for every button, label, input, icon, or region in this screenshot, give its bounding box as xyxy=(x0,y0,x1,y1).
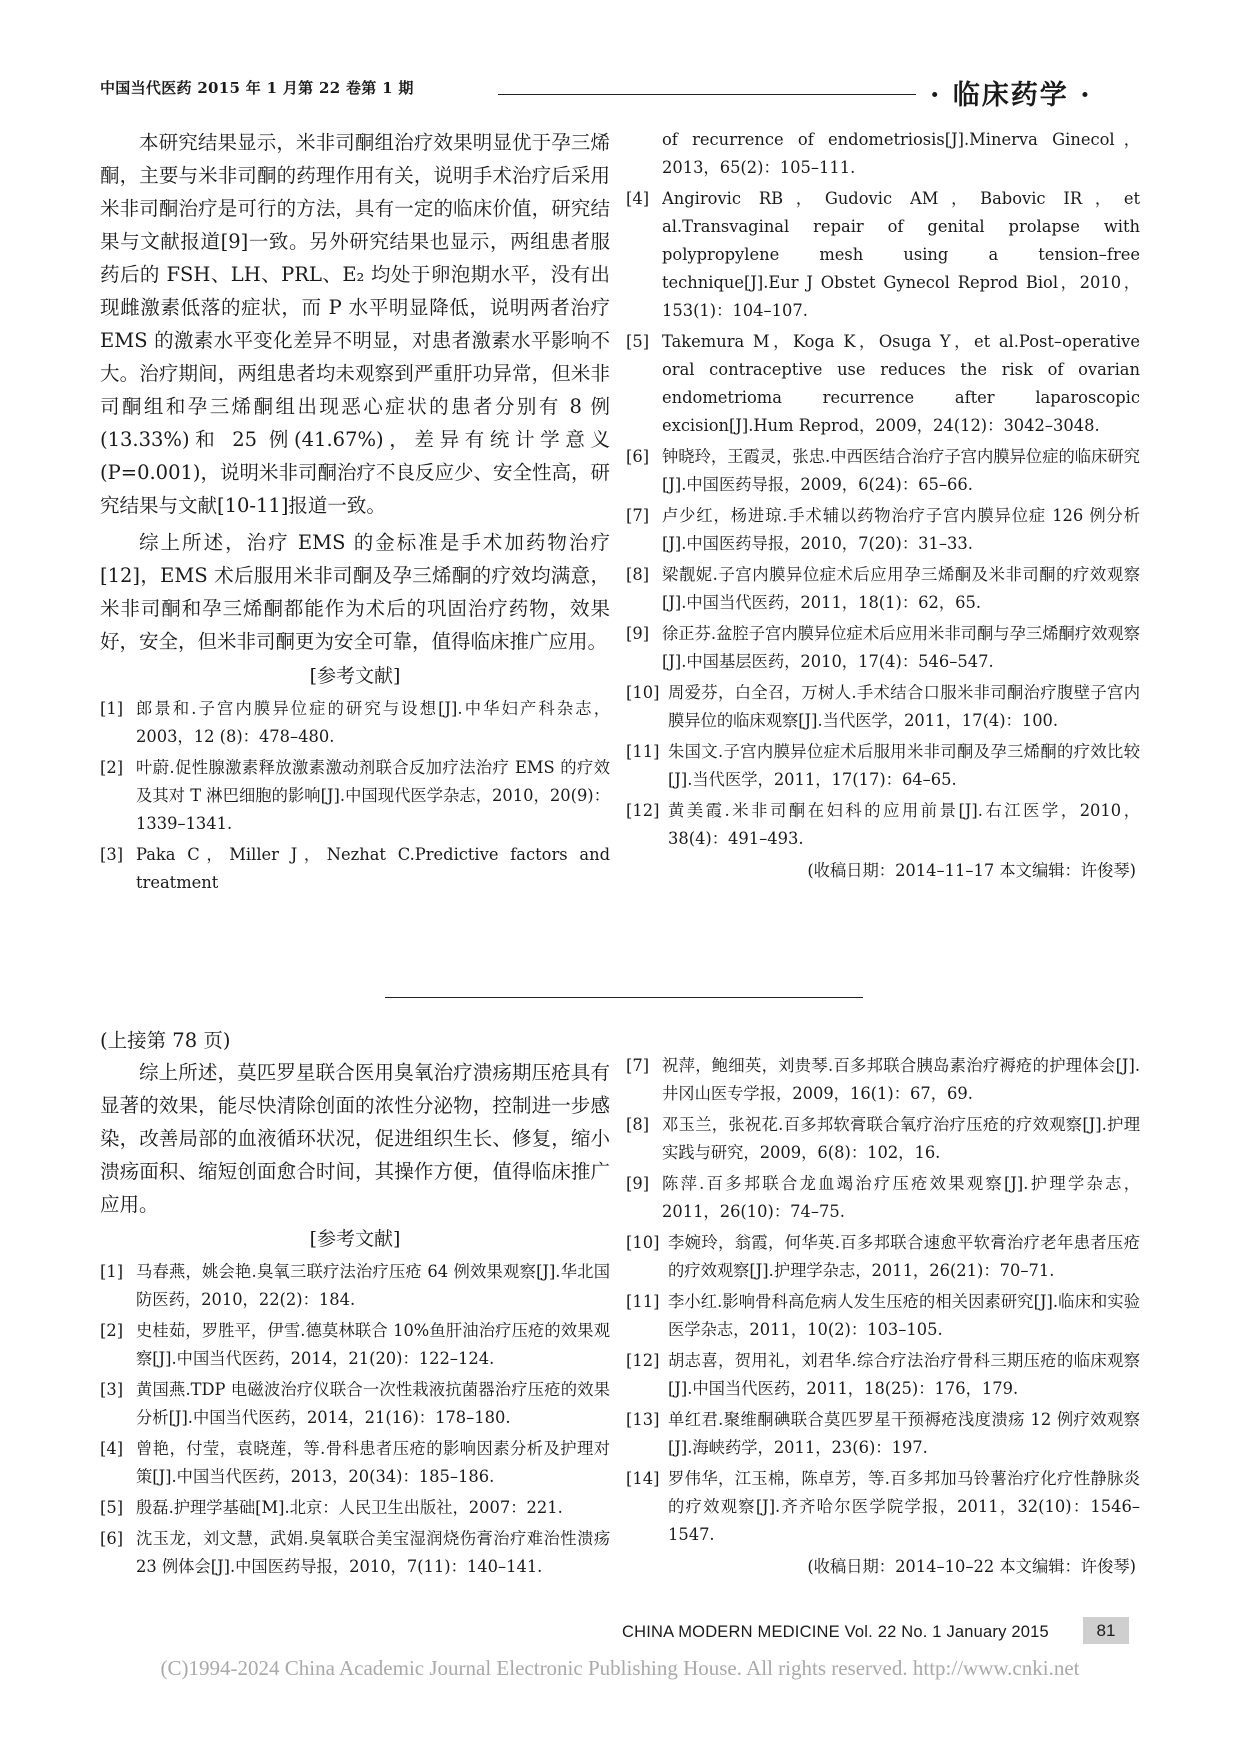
continued-from-note: (上接第 78 页) xyxy=(100,1029,231,1052)
article2-references-heading: [参考文献] xyxy=(309,1228,401,1250)
header-rule xyxy=(498,94,916,95)
article1-reference xyxy=(626,328,1140,440)
article1-reference xyxy=(626,738,1140,794)
reference-number: [10] xyxy=(626,1233,660,1252)
article2-reference xyxy=(100,1258,610,1314)
article2-reference xyxy=(626,1465,1140,1549)
article1-reference xyxy=(626,502,1140,558)
reference-text: 史桂茹，罗胜平，伊雪.德莫林联合 10%鱼肝油治疗压疮的效果观察[J].中国当代医药，2014，21(20)：122–124. xyxy=(136,1321,610,1368)
article2-reference xyxy=(100,1317,610,1373)
reference-number: [3] xyxy=(100,845,124,864)
article2-reference xyxy=(626,1111,1140,1167)
article1-reference xyxy=(626,185,1140,325)
article2-received-date: (收稿日期：2014–10–22 本文编辑：许俊琴) xyxy=(807,1557,1136,1576)
reference-number: [5] xyxy=(100,1498,124,1517)
reference-text: 曾艳，付莹，袁晓莲，等.骨科患者压疮的影响因素分析及护理对策[J].中国当代医药，2013，20(34)：185–186. xyxy=(136,1439,610,1486)
article1-paragraph-2: 综上所述，治疗 EMS 的金标准是手术加药物治疗[12]，EMS 术后服用米非司酮及孕三烯酮的疗效均满意，米非司酮和孕三烯酮都能作为术后的巩固治疗药物，效果好，安全，但米非司酮更为安全可靠，值得临床推广应用。 xyxy=(100,531,610,653)
footer-journal-info: CHINA MODERN MEDICINE Vol. 22 No. 1 January 2015 xyxy=(622,1623,1049,1641)
article2-reference xyxy=(100,1376,610,1432)
reference-text: 梁靓妮.子宫内膜异位症术后应用孕三烯酮及米非司酮的疗效观察[J].中国当代医药，2011，18(1)：62，65. xyxy=(662,565,1140,612)
article1-reference xyxy=(100,841,610,897)
reference-text: 祝萍，鲍细英，刘贵琴.百多邦联合胰岛素治疗褥疮的护理体会[J].井冈山医专学报，2009，16(1)：67，69. xyxy=(662,1056,1140,1103)
reference-number: [5] xyxy=(626,332,650,351)
reference-number: [12] xyxy=(626,801,660,820)
reference-text: 殷磊.护理学基础[M].北京：人民卫生出版社，2007：221. xyxy=(136,1498,563,1517)
article2-reference xyxy=(100,1494,610,1522)
reference-number: [8] xyxy=(626,1115,650,1134)
reference-number: [6] xyxy=(100,1529,124,1548)
reference-text: 陈萍.百多邦联合龙血竭治疗压疮效果观察[J].护理学杂志，2011，26(10)：74–75. xyxy=(662,1174,1140,1221)
article2-reference xyxy=(626,1229,1140,1285)
article1-reference xyxy=(100,695,610,751)
article1-paragraph-1: 本研究结果显示，米非司酮组治疗效果明显优于孕三烯酮，主要与米非司酮的药理作用有关，说明手术治疗后采用米非司酮治疗是可行的方法，具有一定的临床价值，研究结果与文献报道[9]一致。另外研究结果也显示，两组患者服药后的 FSH、LH、PRL、E₂ 均处于卵泡期水平，没有出现雌激素低落的症状，而 P 水平明显降低，说明两者治疗 EMS 的激素水平变化差异不明显，对患者激素水平影响不大。治疗期间，两组患者均未观察到严重肝功异常，但米非司酮组和孕三烯酮组出现恶心症状的患者分别有 8 例(13.33%)和 25 例(41.67%)，差异有统计学意义(P=0.001)，说明米非司酮治疗不良反应少、安全性高，研究结果与文献[10-11]报道一致。 xyxy=(100,131,610,517)
reference-number: [4] xyxy=(100,1439,124,1458)
reference-number: [2] xyxy=(100,1321,124,1340)
reference-number: [12] xyxy=(626,1351,660,1370)
reference-number: [10] xyxy=(626,683,660,702)
reference-text: 卢少红，杨进琼.手术辅以药物治疗子宫内膜异位症 126 例分析[J].中国医药导报，2010，7(20)：31–33. xyxy=(662,506,1140,553)
reference-number: [9] xyxy=(626,624,650,643)
reference-text: Paka C，Miller J，Nezhat C.Predictive factors and treatment xyxy=(136,845,610,892)
article2-reference xyxy=(100,1435,610,1491)
reference-text: 马春燕，姚会艳.臭氧三联疗法治疗压疮 64 例效果观察[J].华北国防医药，2010，22(2)：184. xyxy=(136,1262,610,1309)
reference-number: [11] xyxy=(626,1292,660,1311)
reference-text: Takemura M，Koga K，Osuga Y，et al.Post–operative oral contraceptive use reduces the risk of ovarian endometrioma recurrence after laparoscopic excision[J].Hum Reprod，2009，24(12)：3042–3048. xyxy=(662,332,1140,435)
article-divider xyxy=(385,997,863,998)
article2-left-column xyxy=(100,1026,610,1584)
page-number: 81 xyxy=(1083,1617,1129,1644)
reference-number: [9] xyxy=(626,1174,650,1193)
reference-text: 叶蔚.促性腺激素释放激素激动剂联合反加疗法治疗 EMS 的疗效及其对 T 淋巴细胞的影响[J].中国现代医学杂志，2010，20(9)：1339–1341. xyxy=(136,758,610,833)
reference-text: 胡志喜，贺用礼，刘君华.综合疗法治疗骨科三期压疮的临床观察[J].中国当代医药，2011，18(25)：176，179. xyxy=(668,1351,1140,1398)
reference-number: [1] xyxy=(100,1262,124,1281)
journal-issue-header: 中国当代医药 2015 年 1 月第 22 卷第 1 期 xyxy=(100,79,414,97)
article2-reference xyxy=(626,1406,1140,1462)
reference-number: [13] xyxy=(626,1410,660,1429)
article1-left-column xyxy=(100,126,610,900)
reference-number: [7] xyxy=(626,1056,650,1075)
reference-text: of recurrence of endometriosis[J].Minerva Ginecol，2013，65(2)：105–111. xyxy=(662,130,1140,177)
article1-reference-continuation xyxy=(626,126,1140,182)
reference-number: [2] xyxy=(100,758,124,777)
reference-text: 李婉玲，翁霞，何华英.百多邦联合速愈平软膏治疗老年患者压疮的疗效观察[J].护理学杂志，2011，26(21)：70–71. xyxy=(668,1233,1140,1280)
article2-reference xyxy=(626,1052,1140,1108)
reference-text: 沈玉龙，刘文慧，武娟.臭氧联合美宝湿润烧伤膏治疗难治性溃疡 23 例体会[J].中国医药导报，2010，7(11)：140–141. xyxy=(136,1529,610,1576)
article1-right-column xyxy=(626,126,1140,885)
article1-reference xyxy=(626,620,1140,676)
reference-text: Angirovic RB，Gudovic AM，Babovic IR，et al.Transvaginal repair of genital prolapse with polypropylene mesh using a tension–free technique[J].Eur J Obstet Gynecol Reprod Biol，2010，153(1)：104–107. xyxy=(662,189,1140,320)
reference-number: [11] xyxy=(626,742,660,761)
section-title: · 临床药学 · xyxy=(930,80,1092,111)
article2-reference xyxy=(100,1525,610,1581)
reference-number: [1] xyxy=(100,699,124,718)
reference-text: 钟晓玲，王霞灵，张忠.中西医结合治疗子宫内膜异位症的临床研究[J].中国医药导报，2009，6(24)：65–66. xyxy=(662,447,1140,494)
reference-text: 朱国文.子宫内膜异位症术后服用米非司酮及孕三烯酮的疗效比较[J].当代医学，2011，17(17)：64–65. xyxy=(668,742,1140,789)
article1-reference xyxy=(626,561,1140,617)
article1-reference xyxy=(626,443,1140,499)
reference-number: [3] xyxy=(100,1380,124,1399)
article2-reference xyxy=(626,1288,1140,1344)
reference-text: 单红君.聚维酮碘联合莫匹罗星干预褥疮浅度溃疡 12 例疗效观察[J].海峡药学，2011，23(6)：197. xyxy=(668,1410,1140,1457)
reference-number: [7] xyxy=(626,506,650,525)
article1-reference xyxy=(626,679,1140,735)
reference-text: 周爱芬，白全召，万树人.手术结合口服米非司酮治疗腹壁子宫内膜异位的临床观察[J].当代医学，2011，17(4)：100. xyxy=(668,683,1140,730)
reference-text: 李小红.影响骨科高危病人发生压疮的相关因素研究[J].临床和实验医学杂志，2011，10(2)：103–105. xyxy=(668,1292,1140,1339)
reference-number: [14] xyxy=(626,1469,660,1488)
reference-text: 罗伟华，江玉棉，陈卓芳，等.百多邦加马铃薯治疗化疗性静脉炎的疗效观察[J].齐齐哈尔医学院学报，2011，32(10)：1546–1547. xyxy=(668,1469,1140,1544)
article1-reference xyxy=(100,754,610,838)
reference-text: 邓玉兰，张祝花.百多邦软膏联合氧疗治疗压疮的疗效观察[J].护理实践与研究，2009，6(8)：102，16. xyxy=(662,1115,1140,1162)
reference-text: 徐正芬.盆腔子宫内膜异位症术后应用米非司酮与孕三烯酮疗效观察[J].中国基层医药，2010，17(4)：546–547. xyxy=(662,624,1140,671)
reference-number: [8] xyxy=(626,565,650,584)
article1-received-date: (收稿日期：2014–11–17 本文编辑：许俊琴) xyxy=(807,861,1136,880)
reference-text: 郎景和.子宫内膜异位症的研究与设想[J].中华妇产科杂志，2003，12 (8)：478–480. xyxy=(136,699,610,746)
article2-right-column xyxy=(626,1052,1140,1581)
copyright-watermark: (C)1994-2024 China Academic Journal Electronic Publishing House. All rights reserved. http://www.cnki.net xyxy=(160,1656,1080,1680)
article2-paragraph: 综上所述，莫匹罗星联合医用臭氧治疗溃疡期压疮具有显著的效果，能尽快清除创面的浓性分泌物，控制进一步感染，改善局部的血液循环状况，促进组织生长、修复，缩小溃疡面积、缩短创面愈合时间，其操作方便，值得临床推广应用。 xyxy=(100,1061,610,1216)
reference-number: [6] xyxy=(626,447,650,466)
reference-text: 黄国燕.TDP 电磁波治疗仪联合一次性栽液抗菌器治疗压疮的效果分析[J].中国当代医药，2014，21(16)：178–180. xyxy=(136,1380,610,1427)
reference-text: 黄美霞.米非司酮在妇科的应用前景[J].右江医学，2010，38(4)：491–493. xyxy=(668,801,1140,848)
article2-reference xyxy=(626,1347,1140,1403)
article1-reference xyxy=(626,797,1140,853)
reference-number: [4] xyxy=(626,189,650,208)
article1-references-heading: [参考文献] xyxy=(309,665,401,687)
article2-reference xyxy=(626,1170,1140,1226)
